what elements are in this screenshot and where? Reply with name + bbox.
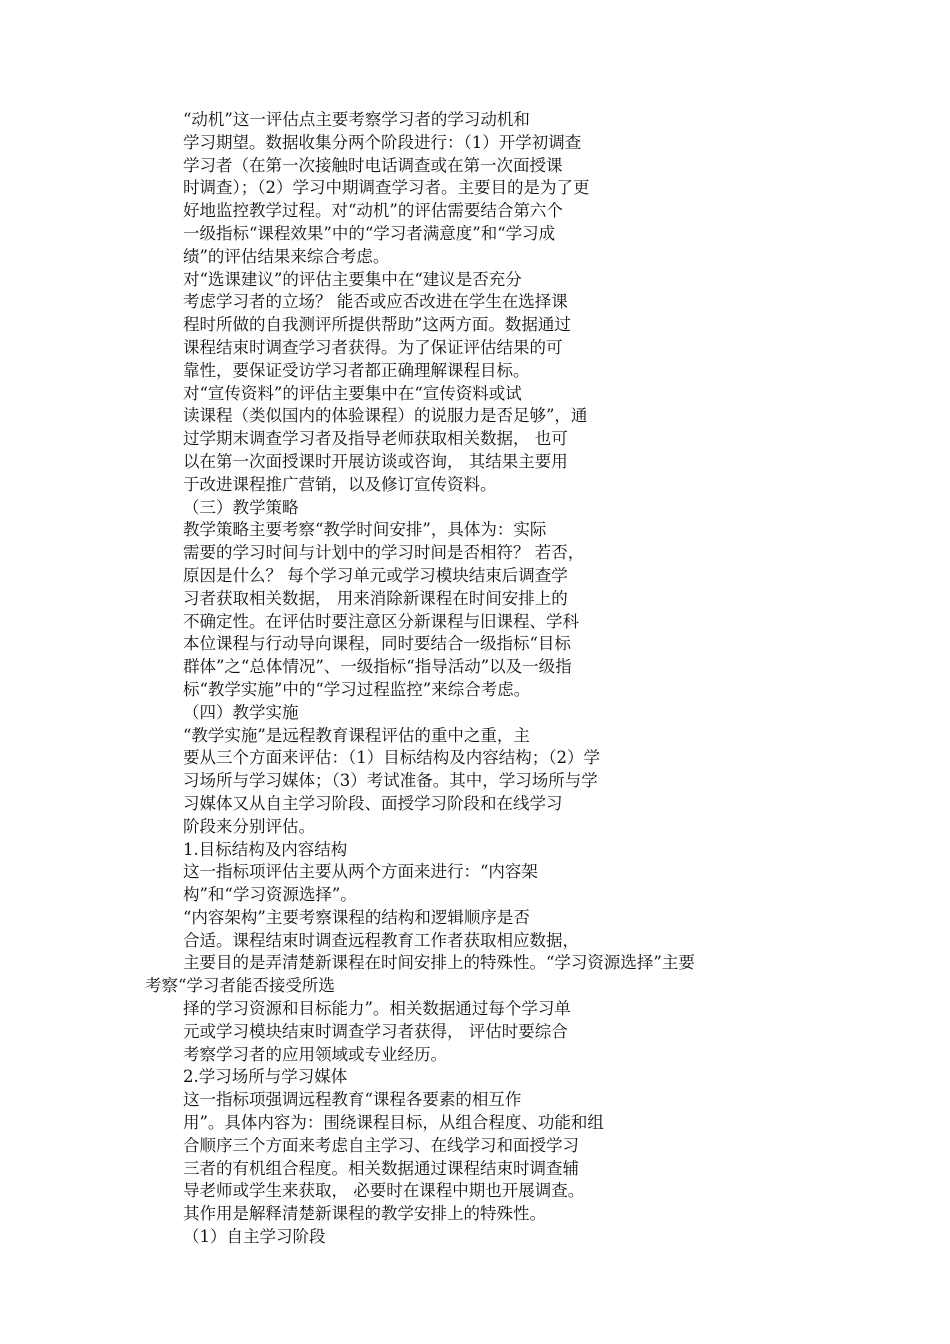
section-heading: （三）教学策略 bbox=[183, 497, 299, 517]
text-line: 主要目的是弄清楚新课程在时间安排上的特殊性。“学习资源选择”主要 bbox=[183, 953, 695, 973]
text-line: 构”和“学习资源选择”。 bbox=[183, 885, 357, 905]
document-body bbox=[0, 109, 950, 1249]
text-line: “动机”这一评估点主要考察学习者的学习动机和 bbox=[183, 110, 530, 129]
text-line: 习者获取相关数据， 用来消除新课程在时间安排上的 bbox=[183, 588, 568, 608]
text-line: 过学期末调查学习者及指导老师获取相关数据， 也可 bbox=[183, 429, 568, 449]
text-line: 考虑学习者的立场？ 能否或应否改进在学生在选择课 bbox=[183, 292, 568, 312]
text-line: 于改进课程推广营销，以及修订宣传资料。 bbox=[183, 474, 497, 494]
text-line: 教学策略主要考察“教学时间安排”，具体为：实际 bbox=[183, 520, 547, 540]
subsection-heading: 2.学习场所与学习媒体 bbox=[183, 1067, 348, 1087]
text-line: 读课程（类似国内的体验课程）的说服力是否足够”，通 bbox=[183, 406, 588, 426]
text-line: 不确定性。在评估时要注意区分新课程与旧课程、学科 bbox=[183, 611, 579, 631]
text-line: 原因是什么？ 每个学习单元或学习模块结束后调查学 bbox=[183, 565, 568, 585]
text-line: 合顺序三个方面来考虑自主学习、在线学习和面授学习 bbox=[183, 1135, 579, 1155]
text-line: 三者的有机组合程度。相关数据通过课程结束时调查辅 bbox=[183, 1158, 579, 1178]
text-line: 考察学习者的应用领域或专业经历。 bbox=[183, 1044, 447, 1064]
text-line: 对“选课建议”的评估主要集中在“建议是否充分 bbox=[183, 269, 522, 289]
subsection-heading: 1.目标结构及内容结构 bbox=[183, 839, 348, 859]
text-line: 习媒体又从自主学习阶段、面授学习阶段和在线学习 bbox=[183, 793, 563, 813]
text-line: 需要的学习时间与计划中的学习时间是否相符？ 若否， bbox=[183, 543, 585, 563]
text-line: 一级指标“课程效果”中的“学习者满意度”和“学习成 bbox=[183, 223, 556, 243]
text-line: 这一指标项评估主要从两个方面来进行：“内容架 bbox=[183, 862, 538, 882]
text-line: 考察“学习者能否接受所选 bbox=[145, 976, 335, 996]
text-line: 标“教学实施”中的“学习过程监控”来综合考虑。 bbox=[183, 679, 531, 699]
text-line: 课程结束时调查学习者获得。为了保证评估结果的可 bbox=[183, 337, 563, 357]
text-line: 导老师或学生来获取， 必要时在课程中期也开展调查。 bbox=[183, 1181, 585, 1201]
text-line: 学习者（在第一次接触时电话调查或在第一次面授课 bbox=[183, 155, 563, 175]
text-line: 以在第一次面授课时开展访谈或咨询， 其结果主要用 bbox=[183, 451, 568, 471]
text-line: “内容架构”主要考察课程的结构和逻辑顺序是否 bbox=[183, 907, 530, 927]
text-line: 群体”之“总体情况”、一级指标“指导活动”以及一级指 bbox=[183, 657, 572, 677]
text-line: 用”。具体内容为：围绕课程目标，从组合程度、功能和组 bbox=[183, 1113, 604, 1133]
subsection-heading: （1）自主学习阶段 bbox=[183, 1227, 326, 1247]
text-line: 择的学习资源和目标能力”。相关数据通过每个学习单 bbox=[183, 999, 571, 1019]
text-line: 其作用是解释清楚新课程的教学安排上的特殊性。 bbox=[183, 1204, 546, 1224]
section-heading: （四）教学实施 bbox=[183, 702, 299, 722]
text-line: 阶段来分别评估。 bbox=[183, 816, 315, 836]
text-line: 合适。课程结束时调查远程教育工作者获取相应数据， bbox=[183, 930, 579, 950]
text-line: 这一指标项强调远程教育“课程各要素的相互作 bbox=[183, 1090, 522, 1110]
text-line: 学习期望。数据收集分两个阶段进行：（1）开学初调查 bbox=[183, 132, 582, 152]
text-line: 程时所做的自我测评所提供帮助”这两方面。数据通过 bbox=[183, 315, 571, 335]
text-line: 绩”的评估结果来综合考虑。 bbox=[183, 246, 390, 266]
text-line: 习场所与学习媒体；（3）考试准备。其中，学习场所与学 bbox=[183, 771, 598, 791]
text-line: 本位课程与行动导向课程，同时要结合一级指标“目标 bbox=[183, 634, 571, 654]
text-line: “教学实施”是远程教育课程评估的重中之重，主 bbox=[183, 725, 530, 745]
text-line: 好地监控教学过程。对“动机”的评估需要结合第六个 bbox=[183, 201, 563, 221]
text-line: 要从三个方面来评估：（1）目标结构及内容结构；（2）学 bbox=[183, 748, 600, 768]
text-line: 时调查）；（2）学习中期调查学习者。主要目的是为了更 bbox=[183, 178, 590, 198]
text-line: 对“宣传资料”的评估主要集中在“宣传资料或试 bbox=[183, 383, 522, 403]
text-line: 元或学习模块结束时调查学习者获得， 评估时要综合 bbox=[183, 1021, 568, 1041]
text-line: 靠性，要保证受访学习者都正确理解课程目标。 bbox=[183, 360, 530, 380]
